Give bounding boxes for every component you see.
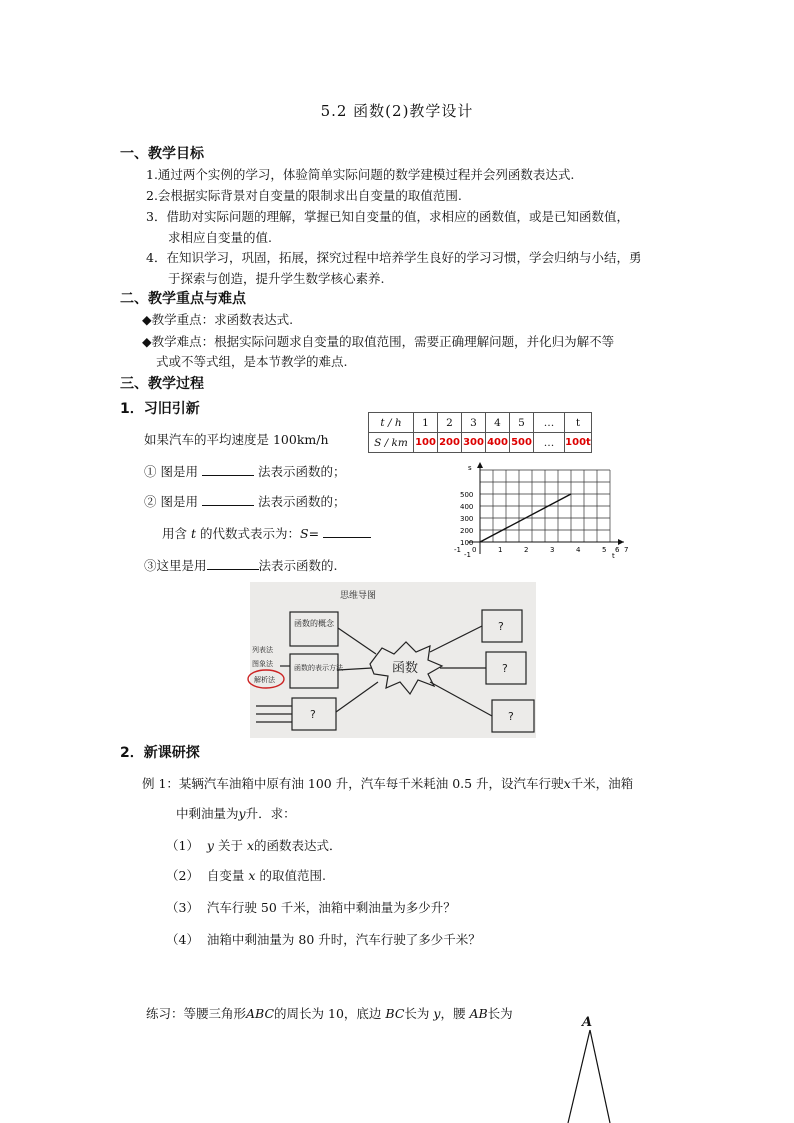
prac-text: 的周长为 10，底边	[274, 1006, 382, 1021]
q-text: 油箱中剩油量为 80 升时，汽车行驶了多少千米？	[206, 932, 481, 947]
unknown-box: ?	[508, 710, 514, 723]
goal-3: 3．借助对实际问题的理解，掌握已知自变量的值，求相应的函数值，或是已知函数值，	[146, 209, 629, 224]
expr-blank[interactable]	[323, 525, 371, 538]
table-cell: 4	[486, 413, 510, 433]
question-1	[144, 462, 346, 480]
unknown-box: ?	[498, 620, 504, 633]
y-axis-arrow	[477, 462, 483, 468]
q-var: x	[246, 838, 255, 853]
x-axis-arrow	[618, 539, 624, 545]
difficulty-cont: 式或不等式组，是本节教学的难点.	[156, 354, 348, 369]
y-axis-label: s	[468, 464, 472, 472]
prac-text: 长为	[404, 1006, 430, 1021]
x-tick: 5	[602, 546, 607, 554]
x-tick: 6	[615, 546, 620, 554]
q3-text-a: ③这里是用	[144, 558, 207, 573]
q3-text-b: 法表示函数的.	[258, 558, 338, 573]
x-tick: 1	[498, 546, 503, 554]
question-3	[144, 556, 338, 574]
table-cell: 3	[462, 413, 486, 433]
x-tick: 0	[472, 546, 477, 554]
ex2-text-b: 升．求：	[245, 806, 296, 821]
triangle-side-left	[568, 1030, 590, 1123]
ex-text-b: 千米，油箱	[570, 776, 634, 791]
y-tick: 400	[460, 503, 474, 511]
unknown-box: ?	[502, 662, 508, 675]
section-heading-goals: 一、教学目标	[120, 146, 204, 162]
table-cell: 500	[510, 433, 534, 453]
goal-1: 1.通过两个实例的学习，体验简单实际问题的数学建模过程并会列函数表达式.	[146, 167, 575, 182]
keypoint: ◆教学重点：求函数表达式.	[142, 312, 294, 327]
table-row	[369, 413, 592, 433]
box-concept: 函数的概念	[294, 619, 334, 628]
q-text: 的取值范围.	[259, 868, 326, 883]
triangle-side-right	[590, 1030, 610, 1123]
q2-blank[interactable]	[202, 493, 254, 506]
photo-paper	[250, 582, 536, 738]
table-cell: 100t	[565, 433, 592, 453]
question-2	[144, 492, 346, 510]
table-row	[369, 433, 592, 453]
table-header-t: t / h	[369, 413, 414, 433]
difficulty: ◆教学难点：根据实际问题求自变量的取值范围，需要正确理解问题，并化归为解不等	[142, 334, 615, 349]
subsection-new-lesson: 2．新课研探	[120, 745, 200, 761]
example-q4	[166, 930, 481, 948]
goal-4: 4．在知识学习，巩固，拓展，探究过程中培养学生良好的学习习惯，学会归纳与小结，勇	[146, 250, 642, 265]
prac-var: BC	[385, 1006, 405, 1021]
q2-text-b: 法表示函数的；	[257, 494, 346, 509]
x-tick: 2	[524, 546, 529, 554]
mind-map-title: 思维导图	[340, 591, 377, 601]
table-cell: …	[534, 433, 565, 453]
expression-line	[162, 524, 371, 542]
expr-var-t: t	[191, 526, 197, 541]
y-tick: -1	[464, 551, 471, 559]
q1-text-a: ① 图是用	[144, 464, 198, 479]
goal-3-cont: 求相应自变量的值.	[168, 230, 272, 245]
q2-text-a: ② 图是用	[144, 494, 198, 509]
table-header-s: S / km	[369, 433, 414, 453]
page-title: 5.2 函数(2)教学设计	[320, 102, 474, 120]
side-table-method: 列表法	[252, 646, 273, 654]
y-tick: 200	[460, 527, 474, 535]
prac-text: 练习：等腰三角形	[146, 1006, 247, 1021]
q-num: （2）	[166, 868, 199, 883]
q-text: 关于	[217, 838, 243, 853]
expr-eq: =	[308, 526, 320, 541]
table-cell: 200	[438, 433, 462, 453]
x-axis-label: t	[612, 552, 615, 560]
table-cell: 400	[486, 433, 510, 453]
speed-statement: 如果汽车的平均速度是 100km/h	[144, 432, 329, 447]
q-text: 自变量	[206, 868, 245, 883]
center-function: 函数	[392, 661, 419, 676]
q-text: 汽车行驶 50 千米，油箱中剩油量为多少升？	[206, 900, 456, 915]
ex-text-a: 例 1：某辆汽车油箱中原有油 100 升，汽车每千米耗油 0.5 升，设汽车行驶	[142, 776, 564, 791]
section-heading-process: 三、教学过程	[120, 376, 204, 392]
ex2-var-y: y	[238, 806, 246, 821]
mind-map-photo	[250, 582, 536, 738]
table-cell: t	[565, 413, 592, 433]
q-var: y	[206, 838, 214, 853]
x-tick: -1	[454, 546, 461, 554]
ex-var-x: x	[563, 776, 571, 791]
side-formula-method: 解析法	[254, 676, 275, 684]
prac-var: AB	[469, 1006, 488, 1021]
y-tick: 100	[460, 539, 474, 547]
x-tick: 7	[624, 546, 629, 554]
example-1-cont	[176, 804, 296, 822]
table-cell: 1	[414, 413, 438, 433]
expr-pre: 用含	[162, 526, 188, 541]
x-tick: 3	[550, 546, 555, 554]
section-heading-keypoints: 二、教学重点与难点	[120, 291, 246, 307]
q-num: （1）	[166, 838, 199, 853]
ex2-text-a: 中剩油量为	[176, 806, 239, 821]
table-cell: 5	[510, 413, 534, 433]
goal-4-cont: 于探索与创造，提升学生数学核心素养.	[168, 271, 385, 286]
example-1	[142, 774, 633, 792]
time-distance-table	[368, 412, 592, 453]
prac-var: ABC	[246, 1006, 275, 1021]
q1-text-b: 法表示函数的；	[257, 464, 346, 479]
practice	[146, 1004, 513, 1022]
table-cell: 2	[438, 413, 462, 433]
distance-time-graph	[448, 458, 628, 566]
y-tick: 300	[460, 515, 474, 523]
goal-2: 2.会根据实际背景对自变量的限制求出自变量的取值范围.	[146, 188, 462, 203]
example-q1	[166, 836, 342, 854]
table-cell: 100	[414, 433, 438, 453]
expr-var-s: S	[300, 526, 309, 541]
q-num: （3）	[166, 900, 199, 915]
example-q3	[166, 898, 456, 916]
q-var: x	[248, 868, 256, 883]
box-representation: 函数的表示方法	[294, 664, 343, 672]
table-cell: …	[534, 413, 565, 433]
vertex-a-label: A	[582, 1015, 593, 1030]
subsection-review: 1．习旧引新	[120, 401, 200, 417]
prac-var: y	[433, 1006, 441, 1021]
q-text: 的函数表达式．	[254, 838, 342, 853]
expr-mid: 的代数式表示为：	[200, 526, 301, 541]
unknown-box: ?	[310, 708, 316, 721]
y-tick: 500	[460, 491, 474, 499]
prac-text: 长为	[487, 1006, 513, 1021]
side-graph-method: 图象法	[252, 660, 273, 668]
q1-blank[interactable]	[202, 463, 254, 476]
isosceles-triangle	[560, 1012, 620, 1123]
prac-text: ，腰	[440, 1006, 466, 1021]
q-num: （4）	[166, 932, 199, 947]
example-q2	[166, 866, 326, 884]
table-cell: 300	[462, 433, 486, 453]
x-tick: 4	[576, 546, 581, 554]
q3-blank[interactable]	[207, 557, 259, 570]
